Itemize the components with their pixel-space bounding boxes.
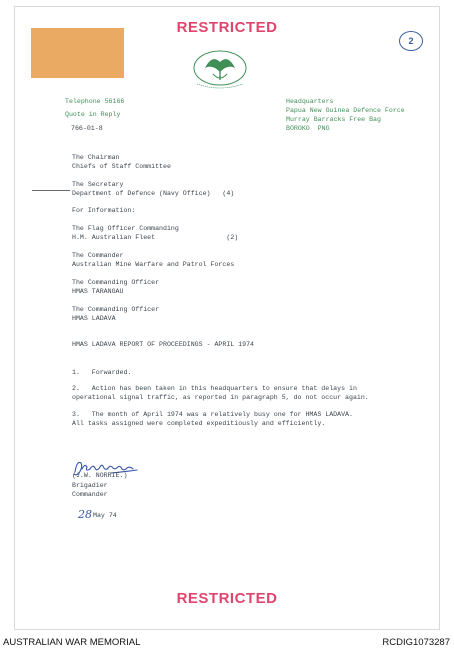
addressee-fleet: H.M. Australian Fleet (2) [72, 234, 239, 241]
addressee-flag-officer: The Flag Officer Commanding [72, 225, 179, 232]
restricted-stamp-top: RESTRICTED [176, 19, 278, 36]
address-line-1: Headquarters [286, 98, 334, 105]
tape-residue [31, 28, 124, 78]
addressee-co-tarangau: The Commanding Officer [72, 279, 160, 286]
for-information-label: For Information: [72, 207, 136, 214]
signatory-name: (J.W. NORRIE.) [72, 472, 128, 479]
date-day-handwritten: 28 [78, 508, 92, 521]
paragraph-3-line-1: 3. The month of April 1974 was a relatively busy one for HMAS LADAVA. [72, 411, 353, 418]
addressee-hmas-ladava: HMAS LADAVA [72, 315, 116, 322]
document-page [14, 6, 440, 630]
addressee-hmas-tarangau: HMAS TARANGAU [72, 288, 124, 295]
address-line-2: Papua New Guinea Defence Force [286, 107, 405, 114]
addressee-committee: Chiefs of Staff Committee [72, 163, 171, 170]
address-line-3: Murray Barracks Free Bag [286, 116, 381, 123]
restricted-stamp-bottom: RESTRICTED [176, 590, 278, 607]
subject-line: HMAS LADAVA REPORT OF PROCEEDINGS - APRIL 1974 [72, 341, 255, 348]
addressee-commander: The Commander [72, 252, 124, 259]
paragraph-3-line-2: All tasks assigned were completed expeditiously and efficiently. [72, 420, 326, 427]
page-number-mark: 2 [399, 31, 423, 51]
signatory-title: Commander [72, 491, 108, 498]
archive-name: AUSTRALIAN WAR MEMORIAL [3, 637, 141, 648]
reference-number: 766-01-8 [71, 125, 103, 132]
addressee-chairman: The Chairman [72, 154, 120, 161]
addressee-co-ladava: The Commanding Officer [72, 306, 160, 313]
telephone-line: Telephone 56166 [65, 98, 125, 105]
paragraph-2-line-1: 2. Action has been taken in this headquarters to ensure that delays in [72, 385, 357, 392]
margin-arrow-mark [32, 190, 70, 191]
addressee-patrol-forces: Australian Mine Warfare and Patrol Forces [72, 261, 235, 268]
paragraph-1: 1. Forwarded. [72, 369, 132, 376]
paragraph-2-line-2: operational signal traffic, as reported in paragraph 5, do not occur again. [72, 394, 369, 401]
date-month-year: May 74 [93, 512, 117, 519]
addressee-secretary: The Secretary [72, 181, 124, 188]
address-line-4: BOROKO PNG [286, 125, 330, 132]
pngdf-emblem-icon [185, 48, 255, 94]
signatory-rank: Brigadier [72, 482, 108, 489]
addressee-department: Department of Defence (Navy Office) (4) [72, 190, 235, 197]
quote-line: Quote in Reply [65, 111, 121, 118]
archive-reference: RCDIG1073287 [382, 637, 450, 648]
